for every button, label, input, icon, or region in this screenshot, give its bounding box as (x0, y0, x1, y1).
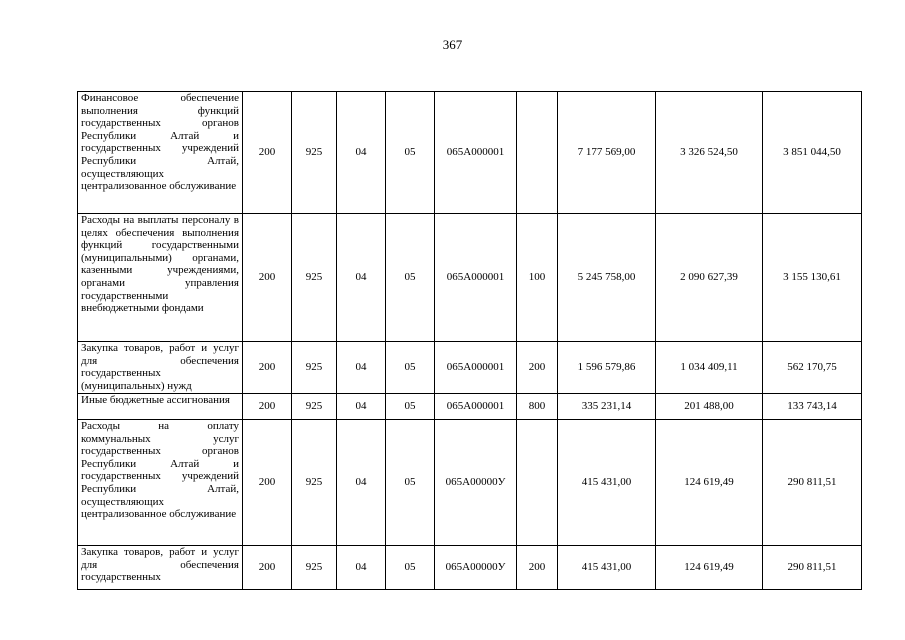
page-number: 367 (442, 37, 463, 52)
cell-col-2: 925 (292, 546, 337, 590)
cell-col-1: 200 (243, 214, 292, 342)
cell-target-article: 065А000001 (435, 214, 517, 342)
row-description: Расходы на выплаты персоналу в целях обеспечения выполнения функций государственными (муниципальными) органами, казенными учреждениями, органами управления государственными внебюджетными фондами (78, 214, 243, 342)
cell-col-3: 04 (337, 546, 386, 590)
cell-col-1: 200 (243, 420, 292, 546)
cell-sum-1: 5 245 758,00 (558, 214, 656, 342)
cell-target-article: 065А00000У (435, 420, 517, 546)
cell-sum-2: 2 090 627,39 (656, 214, 763, 342)
cell-col-3: 04 (337, 92, 386, 214)
cell-col-2: 925 (292, 342, 337, 394)
cell-sum-3: 290 811,51 (763, 546, 862, 590)
cell-target-article: 065А000001 (435, 92, 517, 214)
table-row (78, 92, 862, 214)
cell-col-2: 925 (292, 394, 337, 420)
cell-expense-type: 100 (517, 214, 558, 342)
cell-col-2: 925 (292, 420, 337, 546)
cell-expense-type (517, 420, 558, 546)
cell-col-4: 05 (386, 92, 435, 214)
table-row (78, 420, 862, 546)
cell-sum-1: 7 177 569,00 (558, 92, 656, 214)
cell-col-3: 04 (337, 214, 386, 342)
row-description: Иные бюджетные ассигнования (78, 394, 243, 420)
cell-col-4: 05 (386, 214, 435, 342)
cell-sum-3: 562 170,75 (763, 342, 862, 394)
row-description: Закупка товаров, работ и услуг для обеспечения государственных (муниципальных) нужд (78, 342, 243, 394)
cell-target-article: 065А000001 (435, 394, 517, 420)
cell-sum-2: 1 034 409,11 (656, 342, 763, 394)
cell-target-article: 065А000001 (435, 342, 517, 394)
cell-sum-2: 3 326 524,50 (656, 92, 763, 214)
cell-sum-3: 3 155 130,61 (763, 214, 862, 342)
row-description: Расходы на оплату коммунальных услуг государственных органов Республики Алтай и государственных учреждений Республики Алтай, осуществляющих централизованное обслуживание (78, 420, 243, 546)
row-description: Финансовое обеспечение выполнения функций государственных органов Республики Алтай и государственных учреждений Республики Алтай, осуществляющих централизованное обслуживание (78, 92, 243, 214)
cell-sum-3: 290 811,51 (763, 420, 862, 546)
cell-col-4: 05 (386, 342, 435, 394)
cell-sum-3: 133 743,14 (763, 394, 862, 420)
cell-col-2: 925 (292, 214, 337, 342)
cell-col-2: 925 (292, 92, 337, 214)
cell-sum-1: 1 596 579,86 (558, 342, 656, 394)
cell-sum-1: 415 431,00 (558, 420, 656, 546)
cell-col-4: 05 (386, 546, 435, 590)
cell-col-3: 04 (337, 342, 386, 394)
table-row (78, 342, 862, 394)
cell-sum-1: 415 431,00 (558, 546, 656, 590)
cell-sum-3: 3 851 044,50 (763, 92, 862, 214)
row-description: Закупка товаров, работ и услуг для обеспечения государственных (78, 546, 243, 590)
cell-sum-2: 201 488,00 (656, 394, 763, 420)
cell-target-article: 065А00000У (435, 546, 517, 590)
cell-sum-2: 124 619,49 (656, 546, 763, 590)
cell-col-4: 05 (386, 394, 435, 420)
cell-col-3: 04 (337, 420, 386, 546)
cell-expense-type (517, 92, 558, 214)
cell-col-3: 04 (337, 394, 386, 420)
cell-col-1: 200 (243, 92, 292, 214)
cell-expense-type: 200 (517, 546, 558, 590)
budget-table (77, 91, 862, 590)
cell-sum-1: 335 231,14 (558, 394, 656, 420)
cell-col-4: 05 (386, 420, 435, 546)
cell-expense-type: 800 (517, 394, 558, 420)
table-row (78, 214, 862, 342)
cell-sum-2: 124 619,49 (656, 420, 763, 546)
cell-expense-type: 200 (517, 342, 558, 394)
cell-col-1: 200 (243, 342, 292, 394)
table-row (78, 394, 862, 420)
cell-col-1: 200 (243, 394, 292, 420)
cell-col-1: 200 (243, 546, 292, 590)
table-row (78, 546, 862, 590)
